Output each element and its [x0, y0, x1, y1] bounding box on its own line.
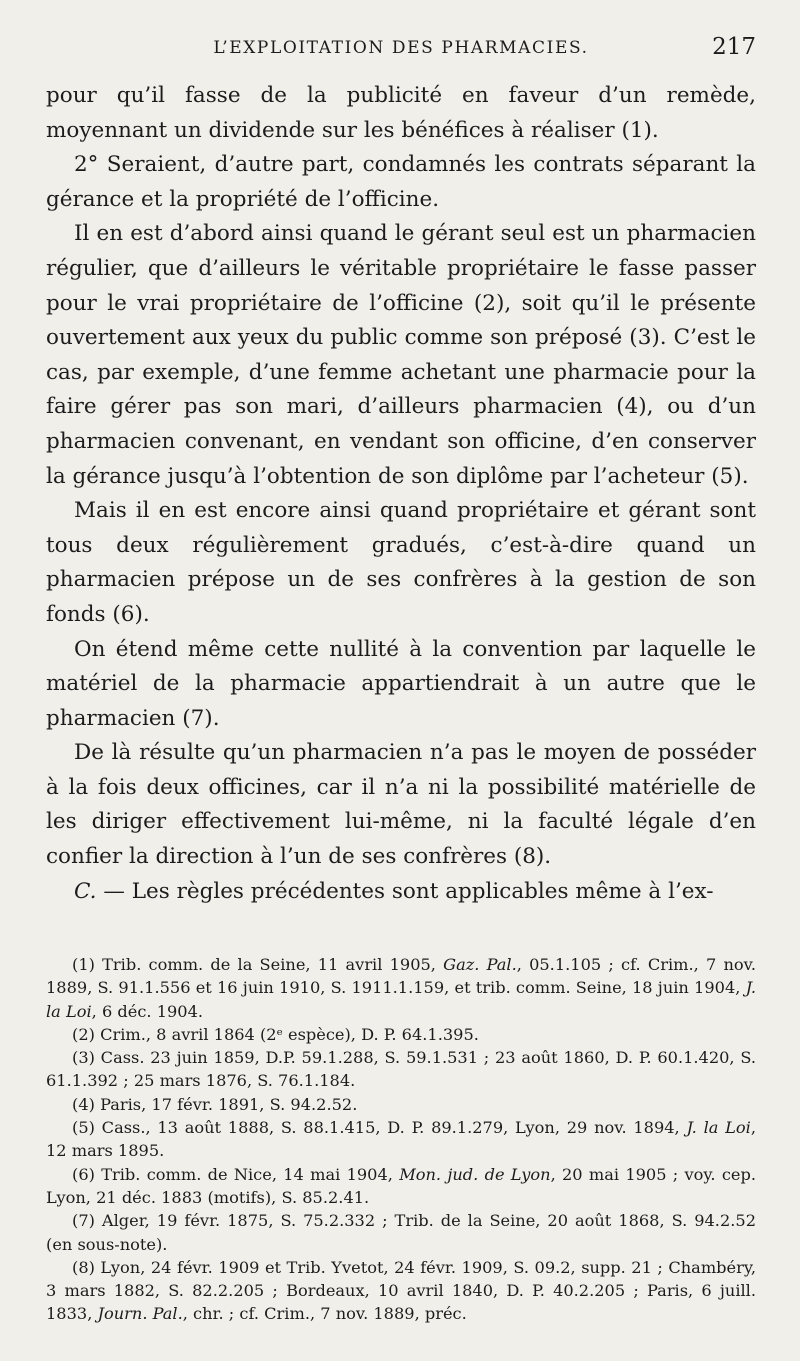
- footnote-1: [46, 953, 756, 1023]
- footnote-5-source: J. la Loi: [686, 1118, 751, 1138]
- page-number: 217: [712, 34, 756, 60]
- footnote-1-source: Gaz. Pal.: [443, 955, 517, 974]
- paragraph-7: [46, 875, 756, 910]
- main-text: [46, 79, 756, 909]
- footnote-1-text-2: , 05.1.105 ; cf. Crim., 7 nov. 1889, S. 91.1.556 et 16 juin 1910, S. 1911.1.159, et trib. comm. Seine, 18 juin 1904,: [46, 955, 757, 998]
- paragraph-1: pour qu’il fasse de la publicité en faveur d’un remède, moyennant un dividende sur les bénéfices à réaliser (1).: [46, 83, 756, 143]
- paragraph-5: On étend même cette nullité à la convention par laquelle le matériel de la pharmacie appartiendrait à un autre que le pharmacien (7).: [46, 636, 756, 731]
- footnote-1-text: (1) Trib. comm. de la Seine, 11 avril 1905,: [72, 955, 444, 974]
- section-label: C.: [74, 878, 97, 904]
- footnotes: [46, 953, 756, 1326]
- paragraph-6: De là résulte qu’un pharmacien n’a pas le moyen de posséder à la fois deux officines, car il n’a ni la possibilité matérielle de les diriger effectivement lui-même, ni la faculté légale d’en confier la direction à l’un de ses confrères (8).: [46, 740, 756, 870]
- footnote-8-text-2: , chr. ; cf. Crim., 7 nov. 1889, préc.: [182, 1304, 467, 1324]
- page-header: [46, 34, 756, 68]
- paragraph-2: 2° Seraient, d’autre part, condamnés les contrats séparant la gérance et la propriété de l’officine.: [46, 152, 756, 212]
- footnote-3: (3) Cass. 23 juin 1859, D.P. 59.1.288, S. 59.1.531 ; 23 août 1860, D. P. 60.1.420, S. 61.1.392 ; 25 mars 1876, S. 76.1.184.: [46, 1048, 756, 1091]
- running-title: L’EXPLOITATION DES PHARMACIES.: [213, 38, 589, 58]
- footnote-4: (4) Paris, 17 févr. 1891, S. 94.2.52.: [72, 1094, 358, 1114]
- footnote-8-text: (8) Lyon, 24 févr. 1909 et Trib. Yvetot, 24 févr. 1909, S. 09.2, supp. 21 ; Chambéry, 3 mars 1882, S. 82.2.205 ; Bordeaux, 10 avril 1840, D. P. 40.2.205 ; Paris, 6 juill. 1833,: [46, 1257, 756, 1324]
- paragraph-3: Il en est d’abord ainsi quand le gérant seul est un pharmacien régulier, que d’ailleurs le véritable propriétaire le fasse passer pour le vrai propriétaire de l’officine (2), soit qu’il le présente ouvertement aux yeux du public comme son préposé (3). C’est le cas, par exemple, d’une femme achetant une pharmacie pour la faire gérer pas son mari, d’ailleurs pharmacien (4), ou d’un pharmacien convenant, en vendant son officine, d’en conserver la gérance jusqu’à l’obtention de son diplôme par l’acheteur (5).: [46, 221, 756, 489]
- footnote-1-source-2: J. la Loi: [46, 978, 756, 1021]
- paragraph-7-text: — Les règles précédentes sont applicables même à l’ex-: [96, 878, 714, 904]
- footnote-6-text-2: , 20 mai 1905 ; voy. cep. Lyon, 21 déc. 1883 (motifs), S. 85.2.41.: [46, 1164, 756, 1207]
- footnote-1-text-3: , 6 déc. 1904.: [91, 1001, 204, 1021]
- footnote-5: [46, 1116, 756, 1163]
- footnote-8-source: Journ. Pal.: [97, 1304, 183, 1324]
- footnote-5-text: (5) Cass., 13 août 1888, S. 88.1.415, D. P. 89.1.279, Lyon, 29 nov. 1894,: [72, 1118, 687, 1138]
- footnote-6: [46, 1163, 756, 1210]
- footnote-8: [46, 1256, 756, 1326]
- footnote-7: (7) Alger, 19 févr. 1875, S. 75.2.332 ; Trib. de la Seine, 20 août 1868, S. 94.2.52 (en sous-note).: [46, 1211, 756, 1254]
- footnote-6-text: (6) Trib. comm. de Nice, 14 mai 1904,: [72, 1164, 400, 1184]
- paragraph-4: Mais il en est encore ainsi quand propriétaire et gérant sont tous deux régulièrement gradués, c’est-à-dire quand un pharmacien prépose un de ses confrères à la gestion de son fonds (6).: [46, 498, 756, 627]
- footnote-6-source: Mon. jud. de Lyon: [399, 1164, 551, 1184]
- footnote-5-text-2: , 12 mars 1895.: [46, 1118, 756, 1161]
- footnote-2: (2) Crim., 8 avril 1864 (2ᵉ espèce), D. P. 64.1.395.: [72, 1024, 479, 1044]
